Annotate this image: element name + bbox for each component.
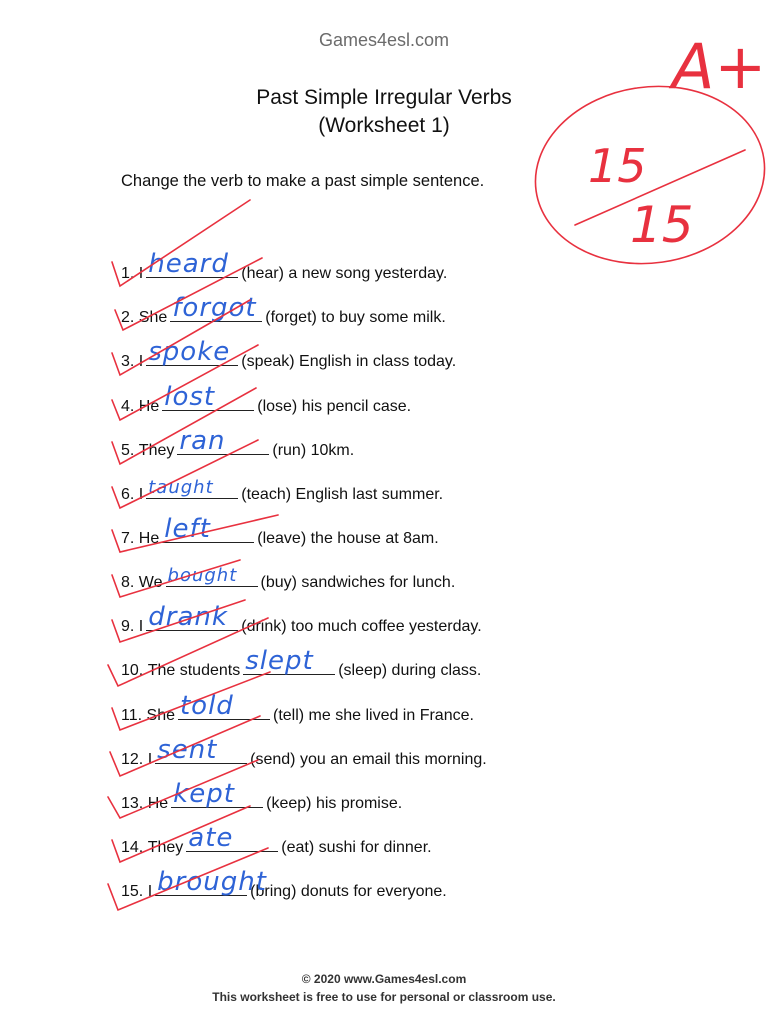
checkmark (112, 300, 250, 375)
score-numerator: 15 (588, 139, 647, 193)
checkmark (108, 618, 268, 686)
exercise-row: 5. They ran (run) 10km. (121, 426, 355, 459)
checkmark (112, 560, 240, 597)
site-name: Games4esl.com (318, 30, 450, 50)
exercise-row: 13. He kept (keep) his promise. (121, 779, 403, 812)
exercise-row: 1. I heard (hear) a new song yesterday. (121, 249, 448, 282)
exercise-row: 2. She forgot (forget) to buy some milk. (121, 293, 446, 326)
checkmark (112, 345, 258, 420)
exercise-row: 9. I drank (drink) too much coffee yesterday. (121, 602, 482, 635)
title-line-2: (Worksheet 1) (318, 114, 450, 137)
checkmark (112, 600, 245, 642)
handwritten-answer: told (179, 691, 234, 721)
footer-copyright: © 2020 www.Games4esl.com (301, 972, 467, 986)
handwritten-answer: kept (173, 779, 235, 809)
title-line-1: Past Simple Irregular Verbs (256, 86, 512, 109)
instruction: Change the verb to make a past simple sentence. (121, 172, 485, 190)
exercise-row: 8. We bought (buy) sandwiches for lunch. (121, 565, 456, 591)
handwritten-answer: drank (148, 602, 228, 632)
handwritten-answer: sent (157, 735, 218, 765)
checkmark (115, 258, 262, 330)
exercise-row: 14. They ate (eat) sushi for dinner. (121, 823, 432, 856)
checkmark (112, 806, 250, 862)
exercise-row: 12. I sent (send) you an email this morning. (121, 735, 487, 768)
handwritten-answer: forgot (172, 293, 257, 323)
checkmark (112, 440, 258, 508)
exercise-row: 6. I taught (teach) English last summer. (121, 477, 444, 503)
exercise-row: 15. I brought (bring) donuts for everyone. (121, 867, 447, 900)
checkmark (108, 760, 258, 818)
exercise-row: 3. I spoke (speak) English in class today. (121, 337, 457, 370)
checkmark (112, 200, 250, 286)
exercise-row: 7. He left (leave) the house at 8am. (121, 514, 439, 547)
handwritten-answer: ate (188, 823, 234, 853)
exercise-row: 10. The students slept (sleep) during class. (121, 646, 482, 679)
handwritten-answer: slept (245, 646, 314, 676)
grade-letter: A+ (672, 30, 767, 103)
exercise-row: 11. She told (tell) me she lived in France. (121, 691, 474, 724)
footer-license: This worksheet is free to use for personal or classroom use. (212, 990, 556, 1004)
handwritten-answer: brought (157, 867, 267, 897)
handwritten-answer: bought (167, 565, 238, 586)
checkmark (112, 515, 278, 552)
checkmark (112, 388, 256, 464)
score-denominator: 15 (630, 196, 694, 254)
handwritten-answer: lost (164, 382, 216, 412)
handwritten-answer: heard (148, 249, 229, 279)
exercise-row: 4. He lost (lose) his pencil case. (121, 382, 412, 415)
handwritten-answer: taught (148, 477, 214, 498)
handwritten-answer: ran (179, 426, 226, 456)
handwritten-answer: left (164, 514, 211, 544)
handwritten-answer: spoke (148, 337, 231, 367)
